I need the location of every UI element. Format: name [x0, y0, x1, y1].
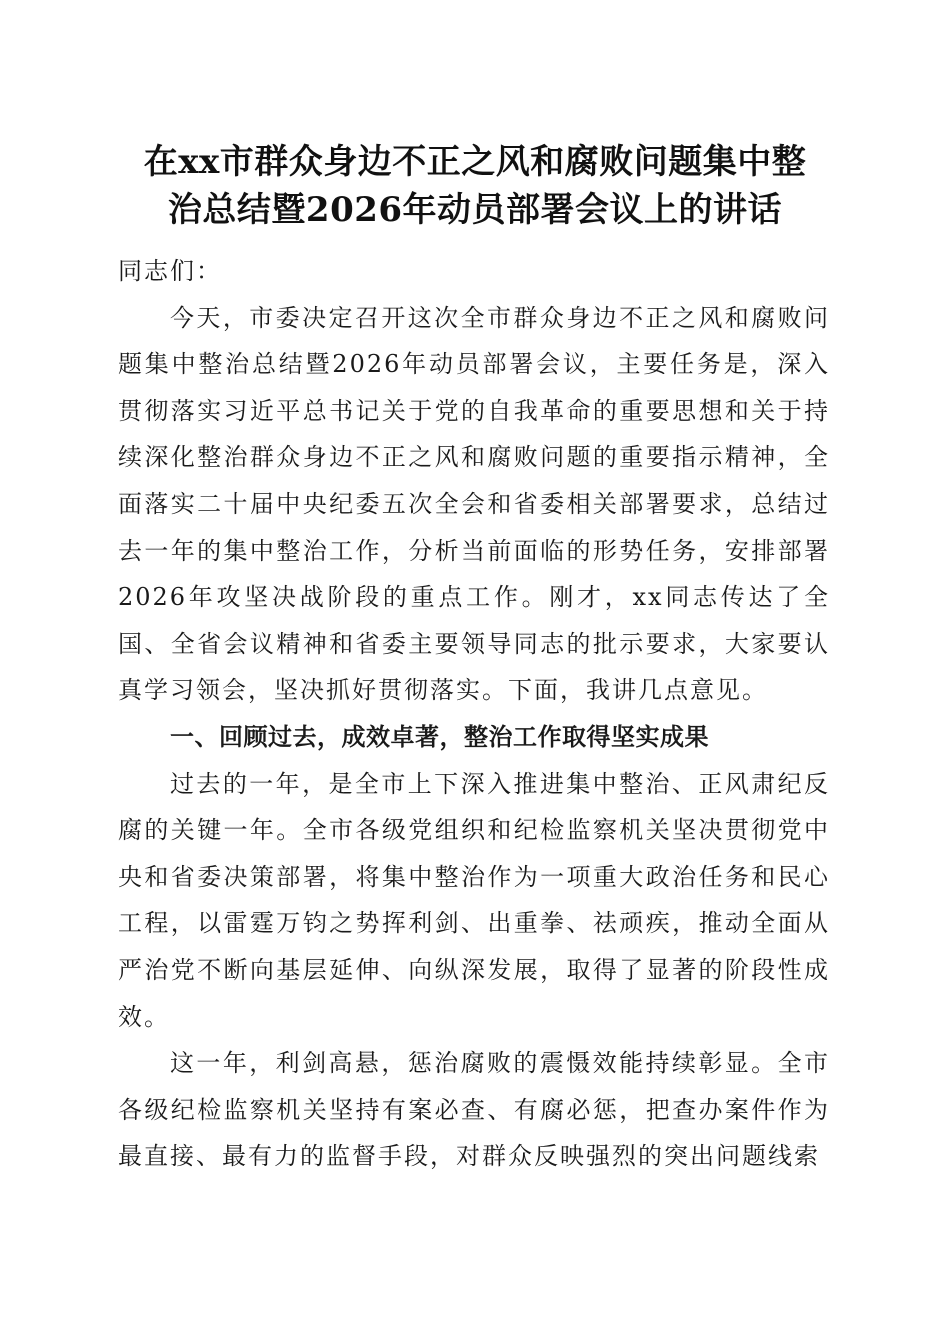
title-line-2: 治总结暨2026年动员部署会议上的讲话: [167, 190, 783, 230]
document-title: [110, 138, 840, 234]
section-heading-1: 一、回顾过去，成效卓著，整治工作取得坚实成果: [170, 722, 709, 751]
salutation: 同志们：: [118, 257, 222, 285]
title-line-1: 在xx市群众身边不正之风和腐败问题集中整: [143, 142, 807, 182]
section1-paragraph-1: 过去的一年，是全市上下深入推进集中整治、正风肃纪反腐的关键一年。全市各级党组织和纪检监察机关坚决贯彻党中央和省委决策部署，将集中整治作为一项重大政治任务和民心工程，以雷霆万钧之势挥利剑、出重拳、祛顽疾，推动全面从严治党不断向基层延伸、向纵深发展，取得了显著的阶段性成效。: [118, 769, 830, 1031]
section1-paragraph-2: 这一年，利剑高悬，惩治腐败的震慑效能持续彰显。全市各级纪检监察机关坚持有案必查、有腐必惩，把查办案件作为最直接、最有力的监督手段，对群众反映强烈的突出问题线索: [118, 1049, 830, 1171]
opening-paragraph: 今天，市委决定召开这次全市群众身边不正之风和腐败问题集中整治总结暨2026年动员部署会议，主要任务是，深入贯彻落实习近平总书记关于党的自我革命的重要思想和关于持续深化整治群众身边不正之风和腐败问题的重要指示精神，全面落实二十届中央纪委五次全会和省委相关部署要求，总结过去一年的集中整治工作，分析当前面临的形势任务，安排部署2026年攻坚决战阶段的重点工作。刚才，xx同志传达了全国、全省会议精神和省委主要领导同志的批示要求，大家要认真学习领会，坚决抓好贯彻落实。下面，我讲几点意见。: [118, 303, 830, 705]
document-body: [118, 248, 830, 1180]
